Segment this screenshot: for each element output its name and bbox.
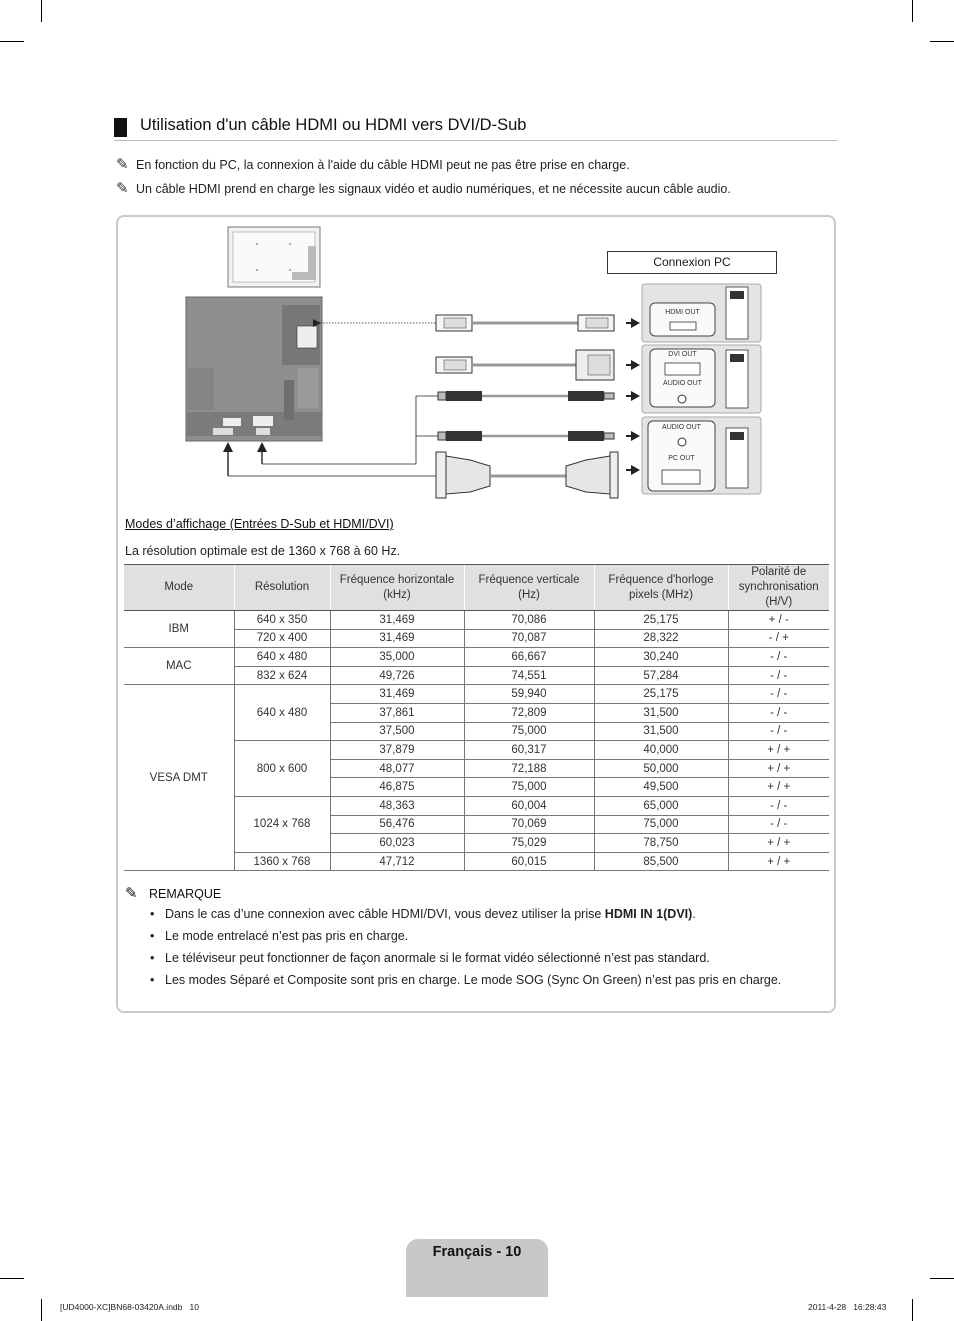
mode-cell: IBM bbox=[124, 611, 234, 648]
polarity-cell: - / - bbox=[728, 703, 829, 722]
resolution-cell: 832 x 624 bbox=[234, 666, 330, 685]
clock-cell: 30,240 bbox=[594, 648, 728, 667]
vfreq-cell: 74,551 bbox=[464, 666, 594, 685]
vfreq-cell: 66,667 bbox=[464, 648, 594, 667]
clock-cell: 28,322 bbox=[594, 629, 728, 648]
vfreq-cell: 70,086 bbox=[464, 611, 594, 630]
resolution-cell: 640 x 480 bbox=[234, 685, 330, 741]
pc-connection-label: Connexion PC bbox=[607, 251, 777, 274]
clock-cell: 75,000 bbox=[594, 815, 728, 834]
polarity-cell: - / - bbox=[728, 666, 829, 685]
crop-mark bbox=[0, 1278, 24, 1279]
clock-cell: 49,500 bbox=[594, 778, 728, 797]
table-header-row bbox=[124, 565, 829, 611]
vfreq-cell: 70,069 bbox=[464, 815, 594, 834]
crop-mark bbox=[912, 0, 913, 22]
crop-mark bbox=[41, 0, 42, 22]
remark-list bbox=[150, 905, 830, 993]
hfreq-cell: 31,469 bbox=[330, 611, 464, 630]
vfreq-cell: 60,004 bbox=[464, 796, 594, 815]
display-modes-table bbox=[124, 564, 829, 871]
polarity-cell: + / + bbox=[728, 834, 829, 853]
list-item: • Les modes Séparé et Composite sont pris en charge. Le mode SOG (Sync On Green) n’est pas pris en charge. bbox=[150, 971, 830, 993]
polarity-cell: - / - bbox=[728, 796, 829, 815]
table-row bbox=[124, 648, 829, 667]
table-row bbox=[124, 611, 829, 630]
resolution-cell: 1360 x 768 bbox=[234, 852, 330, 871]
vfreq-cell: 75,029 bbox=[464, 834, 594, 853]
pencil-icon: ✎ bbox=[116, 156, 129, 173]
clock-cell: 65,000 bbox=[594, 796, 728, 815]
polarity-cell: + / + bbox=[728, 852, 829, 871]
polarity-cell: + / + bbox=[728, 759, 829, 778]
clock-cell: 40,000 bbox=[594, 741, 728, 760]
hdmi-dvi-cable bbox=[436, 350, 614, 380]
clock-cell: 78,750 bbox=[594, 834, 728, 853]
remark-heading: ✎ REMARQUE bbox=[125, 885, 222, 902]
section-rule bbox=[114, 140, 838, 141]
hfreq-cell: 56,476 bbox=[330, 815, 464, 834]
mode-cell: MAC bbox=[124, 648, 234, 685]
crop-mark bbox=[0, 41, 24, 42]
col-header-mode: Mode bbox=[124, 565, 234, 611]
vfreq-cell: 72,188 bbox=[464, 759, 594, 778]
col-header-resolution: Résolution bbox=[234, 565, 330, 611]
modes-title: Modes d’affichage (Entrées D-Sub et HDMI/DVI) bbox=[125, 517, 394, 531]
crop-mark bbox=[912, 1299, 913, 1321]
modes-intro: La résolution optimale est de 1360 x 768 à 60 Hz. bbox=[125, 544, 401, 558]
list-item: • Le téléviseur peut fonctionner de façon anormale si le format vidéo sélectionné n’est pas standard. bbox=[150, 949, 830, 971]
port-label-audio-out: AUDIO OUT bbox=[662, 424, 701, 431]
resolution-cell: 1024 x 768 bbox=[234, 796, 330, 852]
hfreq-cell: 31,469 bbox=[330, 685, 464, 704]
section-title: Utilisation d'un câble HDMI ou HDMI vers DVI/D-Sub bbox=[140, 116, 527, 134]
mode-cell: VESA DMT bbox=[124, 685, 234, 871]
list-item: • Le mode entrelacé n’est pas pris en charge. bbox=[150, 927, 830, 949]
col-header-vfreq: Fréquence verticale (Hz) bbox=[464, 565, 594, 611]
polarity-cell: + / + bbox=[728, 741, 829, 760]
hfreq-cell: 49,726 bbox=[330, 666, 464, 685]
resolution-cell: 640 x 480 bbox=[234, 648, 330, 667]
hfreq-cell: 60,023 bbox=[330, 834, 464, 853]
polarity-cell: - / - bbox=[728, 815, 829, 834]
clock-cell: 57,284 bbox=[594, 666, 728, 685]
resolution-cell: 720 x 400 bbox=[234, 629, 330, 648]
vfreq-cell: 75,000 bbox=[464, 722, 594, 741]
polarity-cell: - / - bbox=[728, 685, 829, 704]
crop-mark bbox=[41, 1299, 42, 1321]
clock-cell: 31,500 bbox=[594, 703, 728, 722]
hfreq-cell: 48,363 bbox=[330, 796, 464, 815]
polarity-cell: + / - bbox=[728, 611, 829, 630]
resolution-cell: 640 x 350 bbox=[234, 611, 330, 630]
dsub-cable bbox=[436, 452, 618, 498]
hfreq-cell: 46,875 bbox=[330, 778, 464, 797]
hfreq-cell: 37,861 bbox=[330, 703, 464, 722]
vfreq-cell: 72,809 bbox=[464, 703, 594, 722]
clock-cell: 85,500 bbox=[594, 852, 728, 871]
vfreq-cell: 70,087 bbox=[464, 629, 594, 648]
audio-cable-1 bbox=[438, 391, 614, 401]
col-header-hfreq: Fréquence horizontale (kHz) bbox=[330, 565, 464, 611]
col-header-polarity: Polarité de synchronisation (H/V) bbox=[728, 565, 829, 611]
file-info: [UD4000-XC]BN68-03420A.indb 10 bbox=[60, 1302, 199, 1312]
hdmi-cable bbox=[436, 315, 614, 331]
clock-cell: 25,175 bbox=[594, 685, 728, 704]
port-label-hdmi-out: HDMI OUT bbox=[665, 309, 700, 316]
hfreq-cell: 31,469 bbox=[330, 629, 464, 648]
hfreq-cell: 47,712 bbox=[330, 852, 464, 871]
crop-mark bbox=[930, 41, 954, 42]
vfreq-cell: 75,000 bbox=[464, 778, 594, 797]
port-label-dvi-out: DVI OUT bbox=[668, 351, 697, 358]
crop-mark bbox=[930, 1278, 954, 1279]
table-row bbox=[124, 685, 829, 704]
note-1: ✎ En fonction du PC, la connexion à l'aide du câble HDMI peut ne pas être prise en charge. bbox=[116, 156, 630, 173]
page-number: Français - 10 bbox=[432, 1244, 522, 1260]
polarity-cell: + / + bbox=[728, 778, 829, 797]
tv-thumbnail bbox=[228, 227, 320, 287]
polarity-cell: - / + bbox=[728, 629, 829, 648]
clock-cell: 25,175 bbox=[594, 611, 728, 630]
note-2: ✎ Un câble HDMI prend en charge les signaux vidéo et audio numériques, et ne nécessite aucun câble audio. bbox=[116, 180, 731, 197]
tv-rear-panel bbox=[186, 297, 322, 441]
pencil-icon: ✎ bbox=[116, 180, 129, 197]
hfreq-cell: 37,500 bbox=[330, 722, 464, 741]
polarity-cell: - / - bbox=[728, 722, 829, 741]
hdmi-port-name: HDMI IN 1(DVI) bbox=[604, 907, 693, 921]
list-item: • Dans le cas d’une connexion avec câble HDMI/DVI, vous devez utiliser la prise HDMI IN 1(DVI). bbox=[150, 905, 830, 927]
vfreq-cell: 59,940 bbox=[464, 685, 594, 704]
vfreq-cell: 60,317 bbox=[464, 741, 594, 760]
section-marker bbox=[114, 118, 127, 137]
hfreq-cell: 48,077 bbox=[330, 759, 464, 778]
port-label-pc-out: PC OUT bbox=[668, 455, 695, 462]
clock-cell: 31,500 bbox=[594, 722, 728, 741]
polarity-cell: - / - bbox=[728, 648, 829, 667]
col-header-clock: Fréquence d'horloge pixels (MHz) bbox=[594, 565, 728, 611]
resolution-cell: 800 x 600 bbox=[234, 741, 330, 797]
pencil-icon: ✎ bbox=[125, 885, 138, 902]
hfreq-cell: 37,879 bbox=[330, 741, 464, 760]
port-label-audio-out: AUDIO OUT bbox=[663, 380, 702, 387]
hfreq-cell: 35,000 bbox=[330, 648, 464, 667]
date-info: 2011-4-28 16:28:43 bbox=[808, 1302, 887, 1312]
clock-cell: 50,000 bbox=[594, 759, 728, 778]
vfreq-cell: 60,015 bbox=[464, 852, 594, 871]
audio-cable-2 bbox=[438, 431, 614, 441]
